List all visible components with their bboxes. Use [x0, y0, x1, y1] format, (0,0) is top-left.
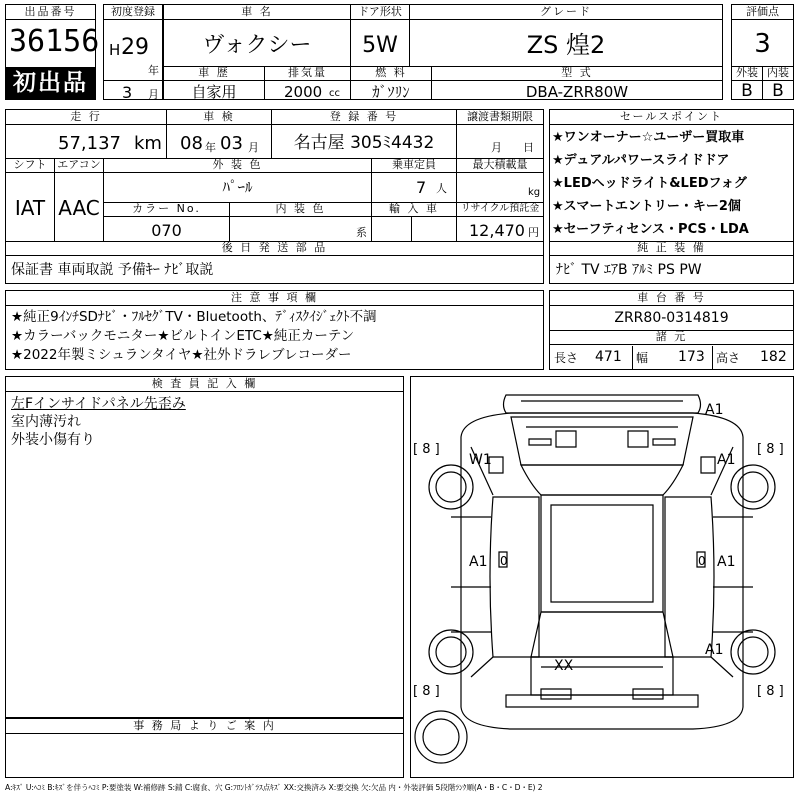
inspection-label: 車 検: [167, 110, 271, 125]
chassis-box: [549, 290, 794, 370]
tread-rear-right: [ 8 ]: [757, 684, 784, 699]
legend: A:ｷｽﾞ U:ﾍｺﾐ B:ｷｽﾞを伴うﾍｺﾐ P:要塗装 W:補修跡 S:錆 C:腐食、穴 G:ﾌﾛﾝﾄｶﾞﾗｽ点ｷｽﾞ XX:交換済み X:要交換 欠:欠品 内・外装評価 5段階ﾗﾝｸ順(A・B・C・D・E) 2: [5, 783, 543, 792]
capacity-label: 乗車定員: [372, 158, 456, 173]
color-no: 070: [151, 221, 182, 240]
damage-mark-windshield: W1: [469, 452, 492, 468]
length: 471: [595, 349, 622, 365]
vehicle-box: [163, 4, 723, 100]
transfer-day-unit: 日: [523, 141, 534, 154]
year-unit: 年: [148, 64, 159, 77]
inspector-line-1: 左Fインサイドパネル先歪み: [11, 396, 186, 412]
grade: ZS 煌2: [526, 31, 606, 59]
note-line-3: ★2022年製ミシュランタイヤ★社外ドラレブレコーダー: [11, 347, 352, 363]
lot-box: [5, 4, 100, 100]
damage-mark-right-zero: 0: [698, 554, 706, 568]
recycle-label: リサイクル預託金: [457, 202, 543, 217]
score-box: [731, 4, 794, 100]
first-listing-text: 初出品: [13, 70, 88, 96]
inspector-line-3: 外装小傷有り: [11, 432, 95, 448]
shift-label: シフト: [6, 158, 54, 173]
fuel-label: 燃 料: [351, 66, 431, 81]
damage-mark-rear-right: A1: [705, 642, 724, 658]
notes-label: 注 意 事 項 欄: [6, 291, 543, 306]
score-label: 評価点: [732, 5, 793, 20]
cc-unit: cc: [329, 88, 340, 99]
model: DBA-ZRR80W: [525, 83, 629, 101]
grade-label: グレード: [410, 5, 722, 20]
door-type: 5W: [362, 33, 398, 58]
office-label: 事 務 局 よ り ご 案 内: [6, 719, 403, 734]
note-line-2: ★カラーバックモニター★ビルトインETC★純正カーテン: [11, 328, 355, 344]
chassis-label: 車 台 番 号: [550, 291, 793, 306]
damage-mark-left-door: A1: [469, 554, 488, 570]
dims-label: 諸 元: [550, 330, 793, 345]
height: 182: [760, 349, 787, 365]
damage-mark-front-right-fender: A1: [717, 452, 736, 468]
yen-unit: 円: [528, 226, 539, 239]
load-unit: kg: [528, 187, 541, 198]
ext-label: 外装: [732, 66, 762, 81]
model-label: 型 式: [432, 66, 722, 81]
accessories: 保証書 車両取説 予備ｷｰ ﾅﾋﾞ取説: [11, 262, 214, 278]
reg-month: 3: [122, 83, 133, 102]
accessories-label: 後 日 発 送 部 品: [6, 241, 543, 256]
tread-front-left: [ 8 ]: [413, 442, 440, 457]
note-line-1: ★純正9ｲﾝﾁSDﾅﾋﾞ・ﾌﾙｾｸﾞTV・Bluetooth、ﾃﾞｨｽｸｲｼﾞｪｸﾄ不調: [11, 309, 377, 325]
reg-label: 初度登録: [104, 5, 162, 20]
equipment: ﾅﾋﾞ TV ｴｱB ｱﾙﾐ PS PW: [556, 262, 702, 278]
inspector-label: 検 査 員 記 入 欄: [6, 377, 403, 392]
recycle: 12,470: [469, 221, 525, 240]
car-name: ヴォクシー: [202, 33, 312, 58]
inspector-line-2: 室内薄汚れ: [11, 414, 81, 430]
reg-year: 29: [121, 35, 149, 60]
sales-box: [549, 109, 794, 284]
door-label: ドア形状: [351, 5, 409, 20]
ac: AAC: [58, 196, 100, 220]
era-letter: H: [109, 41, 121, 59]
mileage-label: 走 行: [6, 110, 166, 125]
details-box: [5, 109, 544, 284]
transfer-month-unit: 月: [491, 141, 502, 154]
notes-box: [5, 290, 544, 370]
sales-point-2: ★デュアルパワースライドドア: [552, 153, 730, 168]
history-label: 車 歴: [164, 66, 264, 81]
damage-mark-rear-xx: XX: [554, 658, 574, 674]
sales-point-1: ★ワンオーナー☆ユーザー買取車: [552, 130, 745, 145]
car-outline-diagram: [411, 377, 793, 777]
office-box: [5, 718, 404, 778]
int-color-unit: 系: [356, 226, 367, 239]
displacement-label: 排気量: [265, 66, 350, 81]
insp-month-unit: 月: [248, 141, 259, 154]
color: ﾊﾟｰﾙ: [222, 178, 253, 196]
equipment-label: 純 正 装 備: [550, 241, 793, 256]
lot-number: 36156: [9, 24, 100, 59]
car-name-label: 車 名: [164, 5, 350, 20]
damage-mark-front-bumper: A1: [705, 402, 724, 418]
load-label: 最大積載量: [457, 158, 543, 173]
sales-point-5: ★セーフティセンス・PCS・LDA: [552, 222, 749, 237]
registration-box: [103, 4, 163, 100]
height-label: 高さ: [716, 351, 741, 365]
capacity: 7: [416, 178, 427, 197]
transfer-label: 譲渡書類期限: [457, 110, 543, 125]
int-label: 内装: [763, 66, 793, 81]
km-unit: km: [134, 133, 162, 154]
sales-point-3: ★LEDヘッドライト&LEDフォグ: [552, 176, 747, 191]
lot-label: 出品番号: [6, 5, 95, 20]
insp-year: 08: [180, 133, 203, 154]
mileage: 57,137: [58, 133, 121, 154]
plate-label: 登 録 番 号: [272, 110, 456, 125]
tread-front-right: [ 8 ]: [757, 442, 784, 457]
insp-year-unit: 年: [205, 141, 216, 154]
inspector-box: [5, 376, 404, 718]
int-color-label: 内 装 色: [230, 202, 371, 217]
width-label: 幅: [636, 351, 649, 365]
shift: IAT: [14, 196, 46, 220]
score: 3: [754, 29, 771, 59]
ext-score: B: [741, 81, 753, 101]
car-diagram: [410, 376, 794, 778]
sales-point-4: ★スマートエントリー・キー2個: [552, 199, 741, 214]
sales-label: セールスポイント: [550, 110, 793, 125]
plate: 名古屋 305ﾐ4432: [293, 133, 435, 153]
width: 173: [678, 349, 705, 365]
ac-label: エアコン: [55, 158, 103, 173]
history: 自家用: [191, 83, 237, 101]
int-score: B: [772, 81, 784, 101]
damage-mark-right-door: A1: [717, 554, 736, 570]
insp-month: 03: [220, 133, 243, 154]
chassis-number: ZRR80-0314819: [614, 310, 729, 326]
capacity-unit: 人: [436, 182, 447, 195]
damage-mark-left-zero: 0: [500, 554, 508, 568]
fuel: ｶﾞｿﾘﾝ: [372, 83, 410, 101]
length-label: 長さ: [554, 351, 579, 365]
first-listing-badge: [6, 67, 95, 99]
color-no-label: カラー No.: [104, 202, 229, 217]
displacement: 2000: [284, 83, 323, 101]
month-unit: 月: [148, 88, 159, 101]
import-label: 輸 入 車: [372, 202, 456, 217]
tread-rear-left: [ 8 ]: [413, 684, 440, 699]
color-label: 外 装 色: [104, 158, 371, 173]
